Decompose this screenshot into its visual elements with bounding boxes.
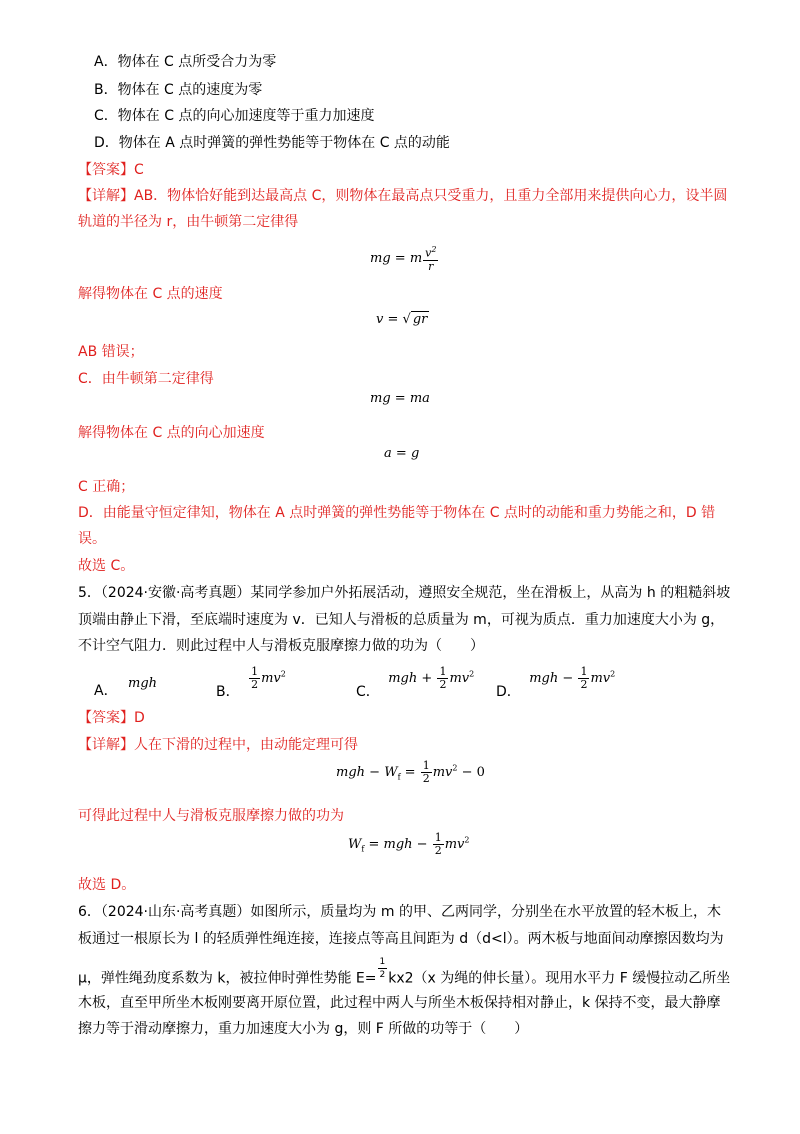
choose-label: 故选 D。 <box>78 877 136 893</box>
question-6-text: μ，弹性绳劲度系数为 k，被拉伸时弹性势能 E= $\frac{1}{2}$ kx2（x 为绳的伸长量）。现用水平力 F 缓慢拉动乙所坐 <box>78 957 731 987</box>
option-b: B．物体在 C 点的速度为零 <box>94 82 263 98</box>
detail-line: 轨道的半径为 r，由牛顿第二定律得 <box>78 214 299 230</box>
detail-line: 误。 <box>78 531 106 547</box>
question-6-text: 板通过一根原长为 l 的轻质弹性绳连接，连接点等高且间距为 d（d<l）。两木板与地面间动摩擦因数均为 <box>78 931 724 947</box>
question-6-text: 6．（2024·山东·高考真题）如图所示，质量均为 m 的甲、乙两同学，分别坐在水平放置的轻木板上，木 <box>78 904 721 920</box>
equation-work-energy: mgh − $W_f$ = $\frac{1}{2}$ $mv^2 - 0$ <box>336 759 485 785</box>
choice-d: D． mgh − $\frac{1}{2}$ $mv^2$ <box>496 665 616 700</box>
detail-line: C 正确； <box>78 479 135 495</box>
detail-line: AB 错误； <box>78 344 144 360</box>
option-d: D．物体在 A 点时弹簧的弹性势能等于物体在 C 点的动能 <box>94 135 450 151</box>
choice-c: C． mgh + $\frac{1}{2}$ $mv^2$ <box>356 665 475 700</box>
answer-label: 【答案】D <box>78 710 145 726</box>
detail-line: 【详解】人在下滑的过程中，由动能定理可得 <box>78 737 358 753</box>
answer-label: 【答案】C <box>78 162 144 178</box>
question-6-text: 擦力等于滑动摩擦力，重力加速度大小为 g，则 F 所做的功等于（ ） <box>78 1021 529 1037</box>
equation-acceleration: a = g <box>384 446 420 461</box>
detail-line: 解得物体在 C 点的向心加速度 <box>78 425 265 441</box>
choice-b: B． $\frac{1}{2}$ $mv^2$ <box>216 665 286 700</box>
detail-line: 解得物体在 C 点的速度 <box>78 286 223 302</box>
question-5-text: 顶端由静止下滑，至底端时速度为 v．已知人与滑板的总质量为 m，可视为质点．重力加速度大小为 g， <box>78 612 725 628</box>
detail-line: 可得此过程中人与滑板克服摩擦力做的功为 <box>78 808 344 824</box>
choice-a: A． mgh <box>94 676 158 699</box>
choose-label: 故选 C。 <box>78 558 135 574</box>
option-a: A．物体在 C 点所受合力为零 <box>94 54 277 70</box>
equation-centripetal: mg = m $\frac{v^2}{r}$ <box>370 245 437 273</box>
question-5-text: 5．（2024·安徽·高考真题）某同学参加户外拓展活动，遵照安全规范，坐在滑板上，从高为 h 的粗糙斜坡 <box>78 585 731 601</box>
detail-line: C．由牛顿第二定律得 <box>78 371 214 387</box>
question-5-text: 不计空气阻力．则此过程中人与滑板克服摩擦力做的功为（ ） <box>78 638 484 654</box>
option-c: C．物体在 C 点的向心加速度等于重力加速度 <box>94 108 375 124</box>
equation-friction-work: $W_f$ = mgh − $\frac{1}{2}$ $mv^2$ <box>348 831 470 857</box>
equation-newton: mg = ma <box>370 391 430 406</box>
equation-speed: v = √ gr <box>376 312 428 327</box>
question-6-text: 木板，直至甲所坐木板刚要离开原位置，此过程中两人与所坐木板保持相对静止，k 保持不变，最大静摩 <box>78 995 721 1011</box>
detail-line: D．由能量守恒定律知，物体在 A 点时弹簧的弹性势能等于物体在 C 点时的动能和重力势能之和，D 错 <box>78 505 716 521</box>
detail-line: 【详解】AB．物体恰好能到达最高点 C，则物体在最高点只受重力，且重力全部用来提供向心力，设半圆 <box>78 188 728 204</box>
